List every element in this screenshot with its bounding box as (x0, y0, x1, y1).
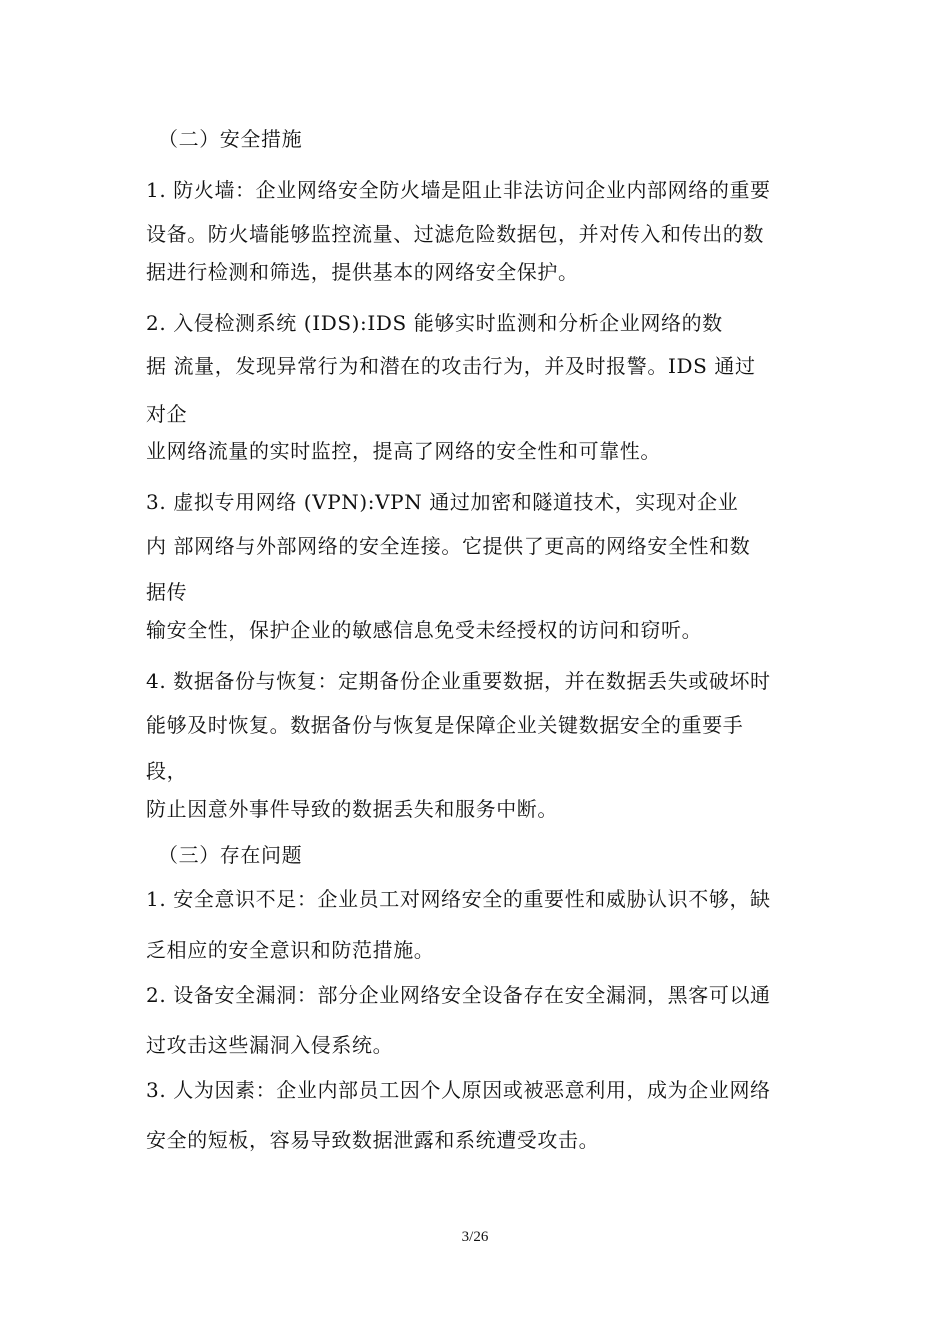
paragraph-line: 业网络流量的实时监控，提高了网络的安全性和可靠性。 (146, 439, 661, 463)
paragraph-line: 内 部网络与外部网络的安全连接。它提供了更高的网络安全性和数 (146, 534, 751, 558)
paragraph-line: 3. 虚拟专用网络 (VPN):VPN 通过加密和隧道技术，实现对企业 (146, 490, 739, 514)
paragraph-line: 1. 防火墙：企业网络安全防火墙是阻止非法访问企业内部网络的重要 (146, 178, 771, 202)
section-heading-measures: （二）安全措施 (158, 127, 303, 151)
paragraph-line: 设备。防火墙能够监控流量、过滤危险数据包，并对传入和传出的数 (146, 222, 764, 246)
paragraph-line: 段， (146, 759, 188, 783)
paragraph-line: 输安全性，保护企业的敏感信息免受未经授权的访问和窃听。 (146, 618, 703, 642)
paragraph-line: 2. 设备安全漏洞：部分企业网络安全设备存在安全漏洞，黑客可以通 (146, 983, 771, 1007)
paragraph-line: 1. 安全意识不足：企业员工对网络安全的重要性和威胁认识不够，缺 (146, 887, 771, 911)
page-number: 3/26 (461, 1229, 489, 1245)
paragraph-line: 2. 入侵检测系统 (IDS):IDS 能够实时监测和分析企业网络的数 (146, 311, 723, 335)
paragraph-line: 乏相应的安全意识和防范措施。 (146, 938, 435, 962)
paragraph-line: 据传 (146, 580, 188, 604)
paragraph-line: 据进行检测和筛选，提供基本的网络安全保护。 (146, 260, 579, 284)
paragraph-line: 据 流量，发现异常行为和潜在的攻击行为，并及时报警。IDS 通过 (146, 354, 756, 378)
paragraph-line: 防止因意外事件导致的数据丢失和服务中断。 (146, 797, 558, 821)
paragraph-line: 4. 数据备份与恢复：定期备份企业重要数据，并在数据丢失或破坏时 (146, 669, 771, 693)
paragraph-line: 过攻击这些漏洞入侵系统。 (146, 1033, 394, 1057)
paragraph-line: 对企 (146, 402, 188, 426)
paragraph-line: 能够及时恢复。数据备份与恢复是保障企业关键数据安全的重要手 (146, 713, 744, 737)
paragraph-line: 3. 人为因素：企业内部员工因个人原因或被恶意利用，成为企业网络 (146, 1078, 771, 1102)
paragraph-line: 安全的短板，容易导致数据泄露和系统遭受攻击。 (146, 1128, 600, 1152)
section-heading-problems: （三）存在问题 (158, 843, 303, 867)
